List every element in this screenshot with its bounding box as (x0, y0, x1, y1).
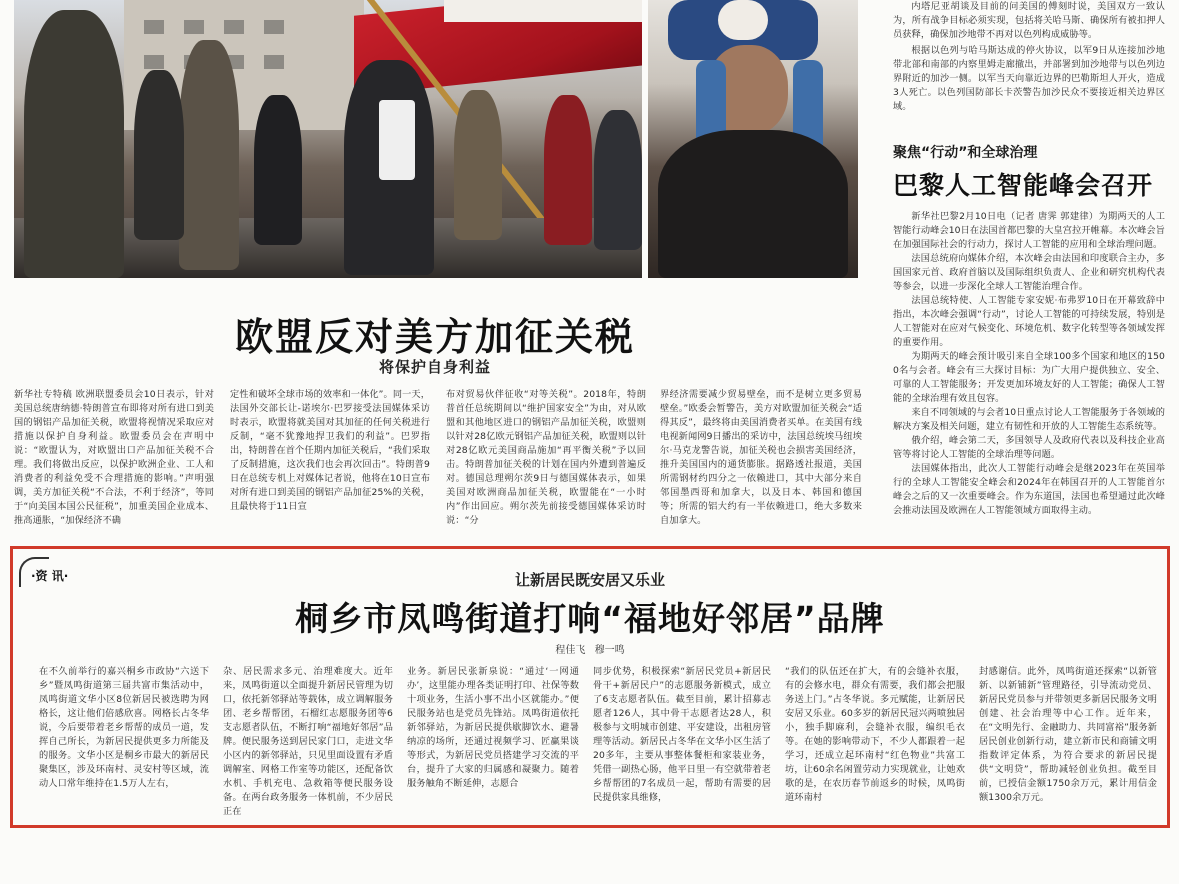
paris-article (893, 142, 1165, 202)
eu-column-4: 界经济需要减少贸易壁垒，而不是树立更多贸易壁垒。”欧委会暂警告，美方对欧盟加征关税会“适得其反”，最终将由美国消费者买单。在美国有线电视新闻网9日播出的采访中，法国总统埃马纽埃尔·马克龙警告说，加征关税也会损害美国经济，推升美国国内的通货膨胀。据路透社报道，美国所需钢材约四分之一依赖进口，其中大部分来自邻国墨西哥和加拿大，以及日本、韩国和德国等；所需的铝大约有一半依赖进口，绝大多数来自加拿大。 (660, 389, 862, 526)
eu-column-1: 新华社专特稿 欧洲联盟委员会10日表示，针对美国总统唐纳德·特朗普宣布即将对所有进口到美国的钢铝产品加征关税，欧盟将视情况采取应对措施以保护自身利益。欧盟委员会在声明中说：“欧盟认为，对欧盟出口产品加征关税不合理。我们将做出反应，以保护欧洲企业、工人和消费者的利益免受不合理措施的影响。”声明强调，美方加征关税“不合法，不利于经济”，等同于“向美国本国公民征税”，加重美国企业成本、推高通胀，“加保经济不确 (14, 389, 214, 526)
eu-headline: 欧盟反对美方加征关税 (234, 315, 635, 359)
paragraph: 根据以色列与哈马斯达成的停火协议，以军9日从连接加沙地带北部和南部的内察里姆走廊撤出，并部署到加沙地带与以色列边界附近的加沙一侧。以军当天向靠近边界的巴勒斯坦人开火，造成3人死亡。以色列国防部长卡茨警告加沙民众不要接近相关边界区域。 (893, 45, 1165, 112)
paragraph: 来自不同领域的与会者10日重点讨论人工智能服务于各领域的解决方案及相关问题，建立有韧性和开放的人工智能生态系统等。 (893, 407, 1165, 432)
box-headline: 桐乡市凤鸣街道打响“福地好邻居”品牌 (295, 599, 885, 638)
paragraph: 法国总统特使、人工智能专家安妮·布弗罗10日在开幕致辞中指出，本次峰会强调“行动”，讨论人工智能的可持续发展，特别是人工智能对在应对气候变化、环境危机、数字化转型等各领域发挥的重要作用。 (893, 295, 1165, 348)
father-child-photo (648, 0, 858, 278)
paragraph: 为期两天的峰会预计吸引来自全球100多个国家和地区的1500名与会者。峰会有三大探讨目标：为广大用户提供独立、安全、可靠的人工智能服务；开发更加环境友好的人工智能；确保人工智能的全球治理有效且包容。 (893, 351, 1165, 404)
paragraph: 内塔尼亚胡谈及目前的问美国的傅刻时说，美国双方一致认为，所有战争目标必须实现，包括将关哈马斯、确保所有被扣押人员获释，确保加沙地带不再对以色列构成威胁等。 (893, 1, 1165, 40)
paragraph: 新华社巴黎2月10日电（记者 唐霁 郭建律）为期两天的人工智能行动峰会10日在法国首都巴黎的大皇宫拉开帷幕。本次峰会旨在加强国际社会的行动力，探讨人工智能的应用和全球治理问题。 (893, 211, 1165, 250)
right-column-top-text (893, 0, 1165, 125)
section-tag: ·资 讯· (31, 569, 69, 583)
box-byline: 程佳飞 穆一鸣 (555, 645, 625, 656)
box-column-2: 杂、居民需求多元、治理难度大。近年来，凤鸣街道以全面提升新居民管理为切口，依托新邻驿站等载体，成立调解服务团、老乡帮帮团，石榴红志愿服务团等6支志愿者队伍，不断打响“福地好邻居”品牌。便民服务送到居民家门口，走进文华小区内的新邻驿站，只见里面设置有矛盾调解室、网格工作室等功能区，还配备饮水机、手机充电、急救箱等便民服务设备。在两台政务服务一体机前，不少居民正在 (223, 666, 393, 817)
eu-subtitle: 将保护自身利益 (378, 358, 491, 376)
eu-column-2: 定性和破坏全球市场的效率和一体化”。同一天，法国外交部长让-诺埃尔·巴罗接受法国媒体采访时表示，欧盟将就美国对其加征的任何关税进行反制，“毫不犹豫地捍卫我们的利益”。巴罗指出，特朗普在首个任期内加征关税后，“我们采取了反制措施，这次我们也会再次回击”。特朗普9日在总统专机上对媒体记者说，他将在10日宣布对所有进口到美国的钢铝产品加征25%的关税，且最快将于11日宣 (230, 389, 430, 512)
box-column-3: 业务。新居民张新泉说：“通过‘一网通办’，这里能办理各类证明打印、社保等数十项业务，生活小事不出小区就能办。”便民服务站也是党员先锋站。凤鸣街道依托新邻驿站，为新居民提供歇脚饮水、避暑纳凉的场所，还通过视频学习、匠赢果谈等形式，为新居民党员搭建学习交流的平台，提升了大家的归属感和凝聚力。随着服务触角不断延伸，志愿合 (407, 666, 579, 789)
box-column-4: 同步优势，积极探索“新居民党员+新居民骨干+新居民户”的志愿服务新模式，成立了6支志愿者队伍。截至目前，累计招募志愿者126人，其中骨干志愿者达28人，积极参与文明城市创建、平安建设，出租房管理等活动。新居民占冬华在文华小区生活了20多年，主要从事整体餐柜和家装业务，凭借一副热心肠，他平日里一有空就带着老乡帮帮团的7名成员一起，帮助有需要的居民提供家具维修， (593, 666, 771, 803)
tongxiang-article-box (10, 546, 1170, 828)
paragraph: 法国媒体指出，此次人工智能行动峰会是继2023年在英国举行的全球人工智能安全峰会和2024年在韩国召开的人工智能首尔峰会之后的又一次重要峰会。作为东道国，法国也希望通过此次峰会推动法国及欧洲在人工智能领域方面取得主动。 (893, 463, 1165, 516)
eu-column-3: 布对贸易伙伴征收“对等关税”。2018年，特朗普首任总统期间以“维护国家安全”为由，对从欧盟和其他地区进口的钢铝产品加征关税，欧盟则以针对28亿欧元钢铝产品加征关税，欧盟则以针对28亿欧元美国商品施加“再平衡关税”予以回击。特朗普加征关税的计划在国内外遭到普遍反对。德国总理朔尔茨9日与德国媒体表示，如果美国对欧洲商品加征关税，欧盟能在“一小时内”作出回应。朔尔茨先前接受德国媒体采访时说：“分 (446, 389, 646, 526)
paris-body (893, 210, 1165, 544)
protest-photo (14, 0, 642, 278)
paragraph: 法国总统府向媒体介绍，本次峰会由法国和印度联合主办，多国国家元首、政府首脑以及国际组织负责人、企业和研究机构代表等参会，以进一步深化全球人工智能治理合作。 (893, 253, 1165, 292)
paris-headline: 巴黎人工智能峰会召开 (893, 171, 1154, 200)
box-column-5: “我们的队伍还在扩大，有的会缝补衣服，有的会修水电，群众有需要，我们都会把服务送上门。”占冬华说。多元赋能，让新居民安居又乐业。60多岁的新居民冠兴两喷独居小，独手脚麻利，会缝补衣服，编织毛衣等。在她的影响带动下，不少人都跟着一起学习，还成立起环南村“红色物业”共富工坊，让60余名闲置劳动力实现就业，让她欢歌的是，在农历春节前返乡的时候，凤鸣街道环南村 (785, 666, 965, 803)
box-kicker: 让新居民既安居又乐业 (514, 571, 665, 589)
paragraph: 俄介绍，峰会第二天，多国领导人及政府代表以及科技企业高管等将讨论人工智能的全球治理等问题。 (893, 435, 1165, 460)
paris-kicker: 聚焦“行动”和全球治理 (893, 145, 1038, 161)
box-column-6: 封感谢信。此外，凤鸣街道还探索“以新管新、以新铺新”管理路径，引导流动党员、新居民党员参与并带领更多新居民服务文明创建、社会治理等中心工作。近年来，在“文明先行、金融助力、共同富裕”服务新居民创业创新行动，建立新市民和商铺文明指数评定体系，为符合要求的新居民提供“文明贷”，帮助减轻创业负担。截至目前，已授信金额1750余万元，累计用信金额1300余万元。 (979, 666, 1157, 803)
box-column-1: 在不久前举行的嘉兴桐乡市政协“六送下乡”暨凤鸣街道第三届共富市集活动中，凤鸣街道文华小区8位新居民被选聘为网格长，这让他们倍感欣喜。网格长占冬华说，今后要带着老乡帮帮的成员一道，发挥自己所长，为新居民提供更多力所能及的服务。文华小区是桐乡市最大的新居民聚集区，涉及环南村、灵安村等区域，流动人口常年维持在1.5万人左右， (39, 666, 209, 789)
